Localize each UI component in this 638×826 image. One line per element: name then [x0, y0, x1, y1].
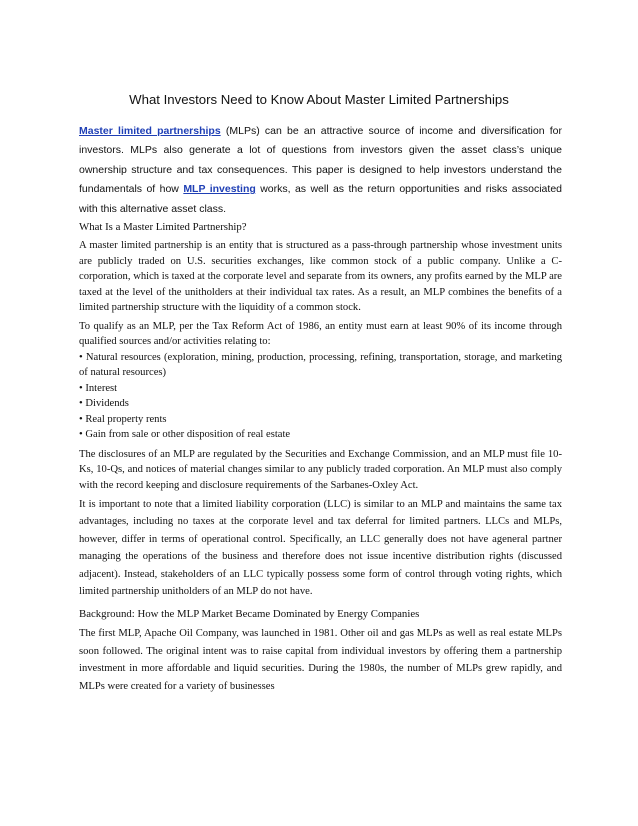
list-item: • Real property rents — [79, 413, 167, 425]
paragraph-qualification: To qualify as an MLP, per the Tax Reform Act of 1986, an entity must earn at least 90% of its income through qualified sources and/or activities relating to: — [79, 320, 562, 347]
list-item: • Natural resources (exploration, mining, production, processing, refining, transportation, storage, and marketing of natural resources) — [79, 351, 562, 378]
paragraph-llc-comparison: It is important to note that a limited liability corporation (LLC) is similar to an MLP and maintains the same tax advantages, including no taxes at the corporate level and tax deferral for limited partners. LLCs and MLPs, however, differ in terms of operational control. Specifically, an LLC generally does not have ageneral partner managing the operations of the business and therefore does not issue incentive distribution rights (discussed adjacent). Instead, stakeholders of an LLC typically possess some form of control through voting rights, which limited partnership unitholders of an MLP do not have. — [79, 499, 562, 598]
list-item: • Gain from sale or other disposition of real estate — [79, 429, 291, 440]
list-item: • Interest — [79, 382, 118, 394]
paragraph-disclosures: The disclosures of an MLP are regulated by the Securities and Exchange Commission, and an MLP must file 10-Ks, 10-Qs, and notices of material changes similar to any publicly traded corporation. An MLP must also comply with the record keeping and disclosure requirements of the Sarbanes-Oxley Act. — [79, 448, 562, 491]
intro-text-1: (MLPs) can be an attractive source of income and diversification for investors. MLPs also generate a lot of questions from investors given the asset class’s unique ownership structure and tax consequences. This paper is designed to help investors understand the fundamentals of how — [79, 125, 562, 196]
paragraph-history: The first MLP, Apache Oil Company, was launched in 1981. Other oil and gas MLPs as well as real estate MLPs soon followed. The original intent was to raise capital from individual investors by offering them a partnership investment in more affordable and liquid securities. During the 1980s, the number of MLPs grew rapidly, and MLPs were created for a variety of businesses — [79, 628, 562, 692]
article-body — [79, 219, 562, 701]
mlp-investing-link[interactable]: MLP investing — [183, 183, 256, 196]
page-title: What Investors Need to Know About Master Limited Partnerships — [129, 92, 509, 107]
master-limited-partnerships-link[interactable]: Master limited partnerships — [79, 125, 221, 137]
section-heading-what-is-mlp: What Is a Master Limited Partnership? — [79, 221, 247, 233]
section-heading-background: Background: How the MLP Market Became Dominated by Energy Companies — [79, 608, 420, 621]
intro-text-2: works, as well as the return opportunities and risks associated with this alternative asset class. — [79, 183, 562, 215]
intro-paragraph — [79, 122, 562, 219]
list-item: • Dividends — [79, 398, 129, 409]
paragraph-definition: A master limited partnership is an entity that is structured as a pass-through partnership whose investment units are publicly traded on U.S. securities exchanges, like common stock of a public company. Unlike a C-corporation, which is taxed at the corporate level and separate from its owners, any profits earned by the MLP are taxed at the level of the unitholders at their individual tax rates. As a result, an MLP combines the benefits of a limited partnership structure with the liquidity of a common stock. — [79, 240, 562, 313]
